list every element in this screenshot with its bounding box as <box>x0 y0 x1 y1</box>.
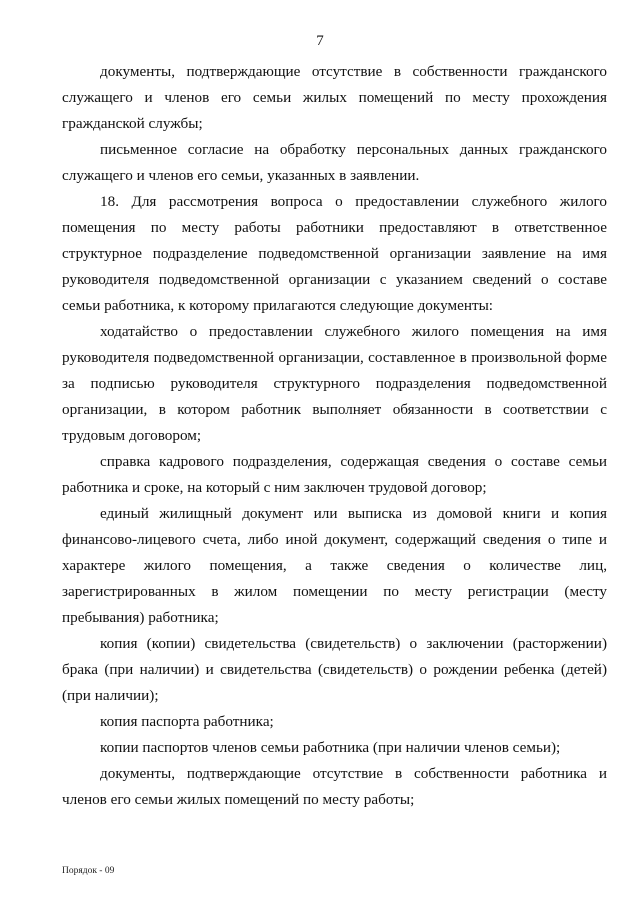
paragraph: документы, подтверждающие отсутствие в собственности гражданского служащего и членов его семьи жилых помещений по месту прохождения гражданской службы; <box>62 63 607 132</box>
paragraph: ходатайство о предоставлении служебного жилого помещения на имя руководителя подведомственной организации, составленное в произвольной форме за подписью руководителя структурного подразделения подведомственной организации, в котором работник выполняет обязанности в соответствии с трудовым договором; <box>62 323 607 444</box>
paragraph: справка кадрового подразделения, содержащая сведения о составе семьи работника и сроке, на который с ним заключен трудовой договор; <box>62 453 607 496</box>
paragraph: письменное согласие на обработку персональных данных гражданского служащего и членов его семьи, указанных в заявлении. <box>62 141 607 184</box>
paragraph: копия паспорта работника; <box>100 713 274 730</box>
paragraph: документы, подтверждающие отсутствие в собственности работника и членов его семьи жилых помещений по месту работы; <box>62 765 607 808</box>
page-footer: Порядок - 09 <box>62 866 115 876</box>
document-body <box>62 59 607 813</box>
paragraph: копия (копии) свидетельства (свидетельств) о заключении (расторжении) брака (при наличии) и свидетельства (свидетельств) о рождении ребенка (детей) (при наличии); <box>62 635 607 704</box>
paragraph: единый жилищный документ или выписка из домовой книги и копия финансово-лицевого счета, либо иной документ, содержащий сведения о типе и характере жилого помещения, а также сведения о количестве лиц, зарегистрированных в жилом помещении по месту регистрации (месту пребывания) работника; <box>62 505 607 626</box>
page-number: 7 <box>316 33 324 49</box>
paragraph: копии паспортов членов семьи работника (при наличии членов семьи); <box>100 739 561 756</box>
paragraph: 18. Для рассмотрения вопроса о предоставлении служебного жилого помещения по месту работы работники предоставляют в ответственное структурное подразделение подведомственной организации заявление на имя руководителя подведомственной организации с указанием сведений о составе семьи работника, к которому прилагаются следующие документы: <box>62 193 607 314</box>
